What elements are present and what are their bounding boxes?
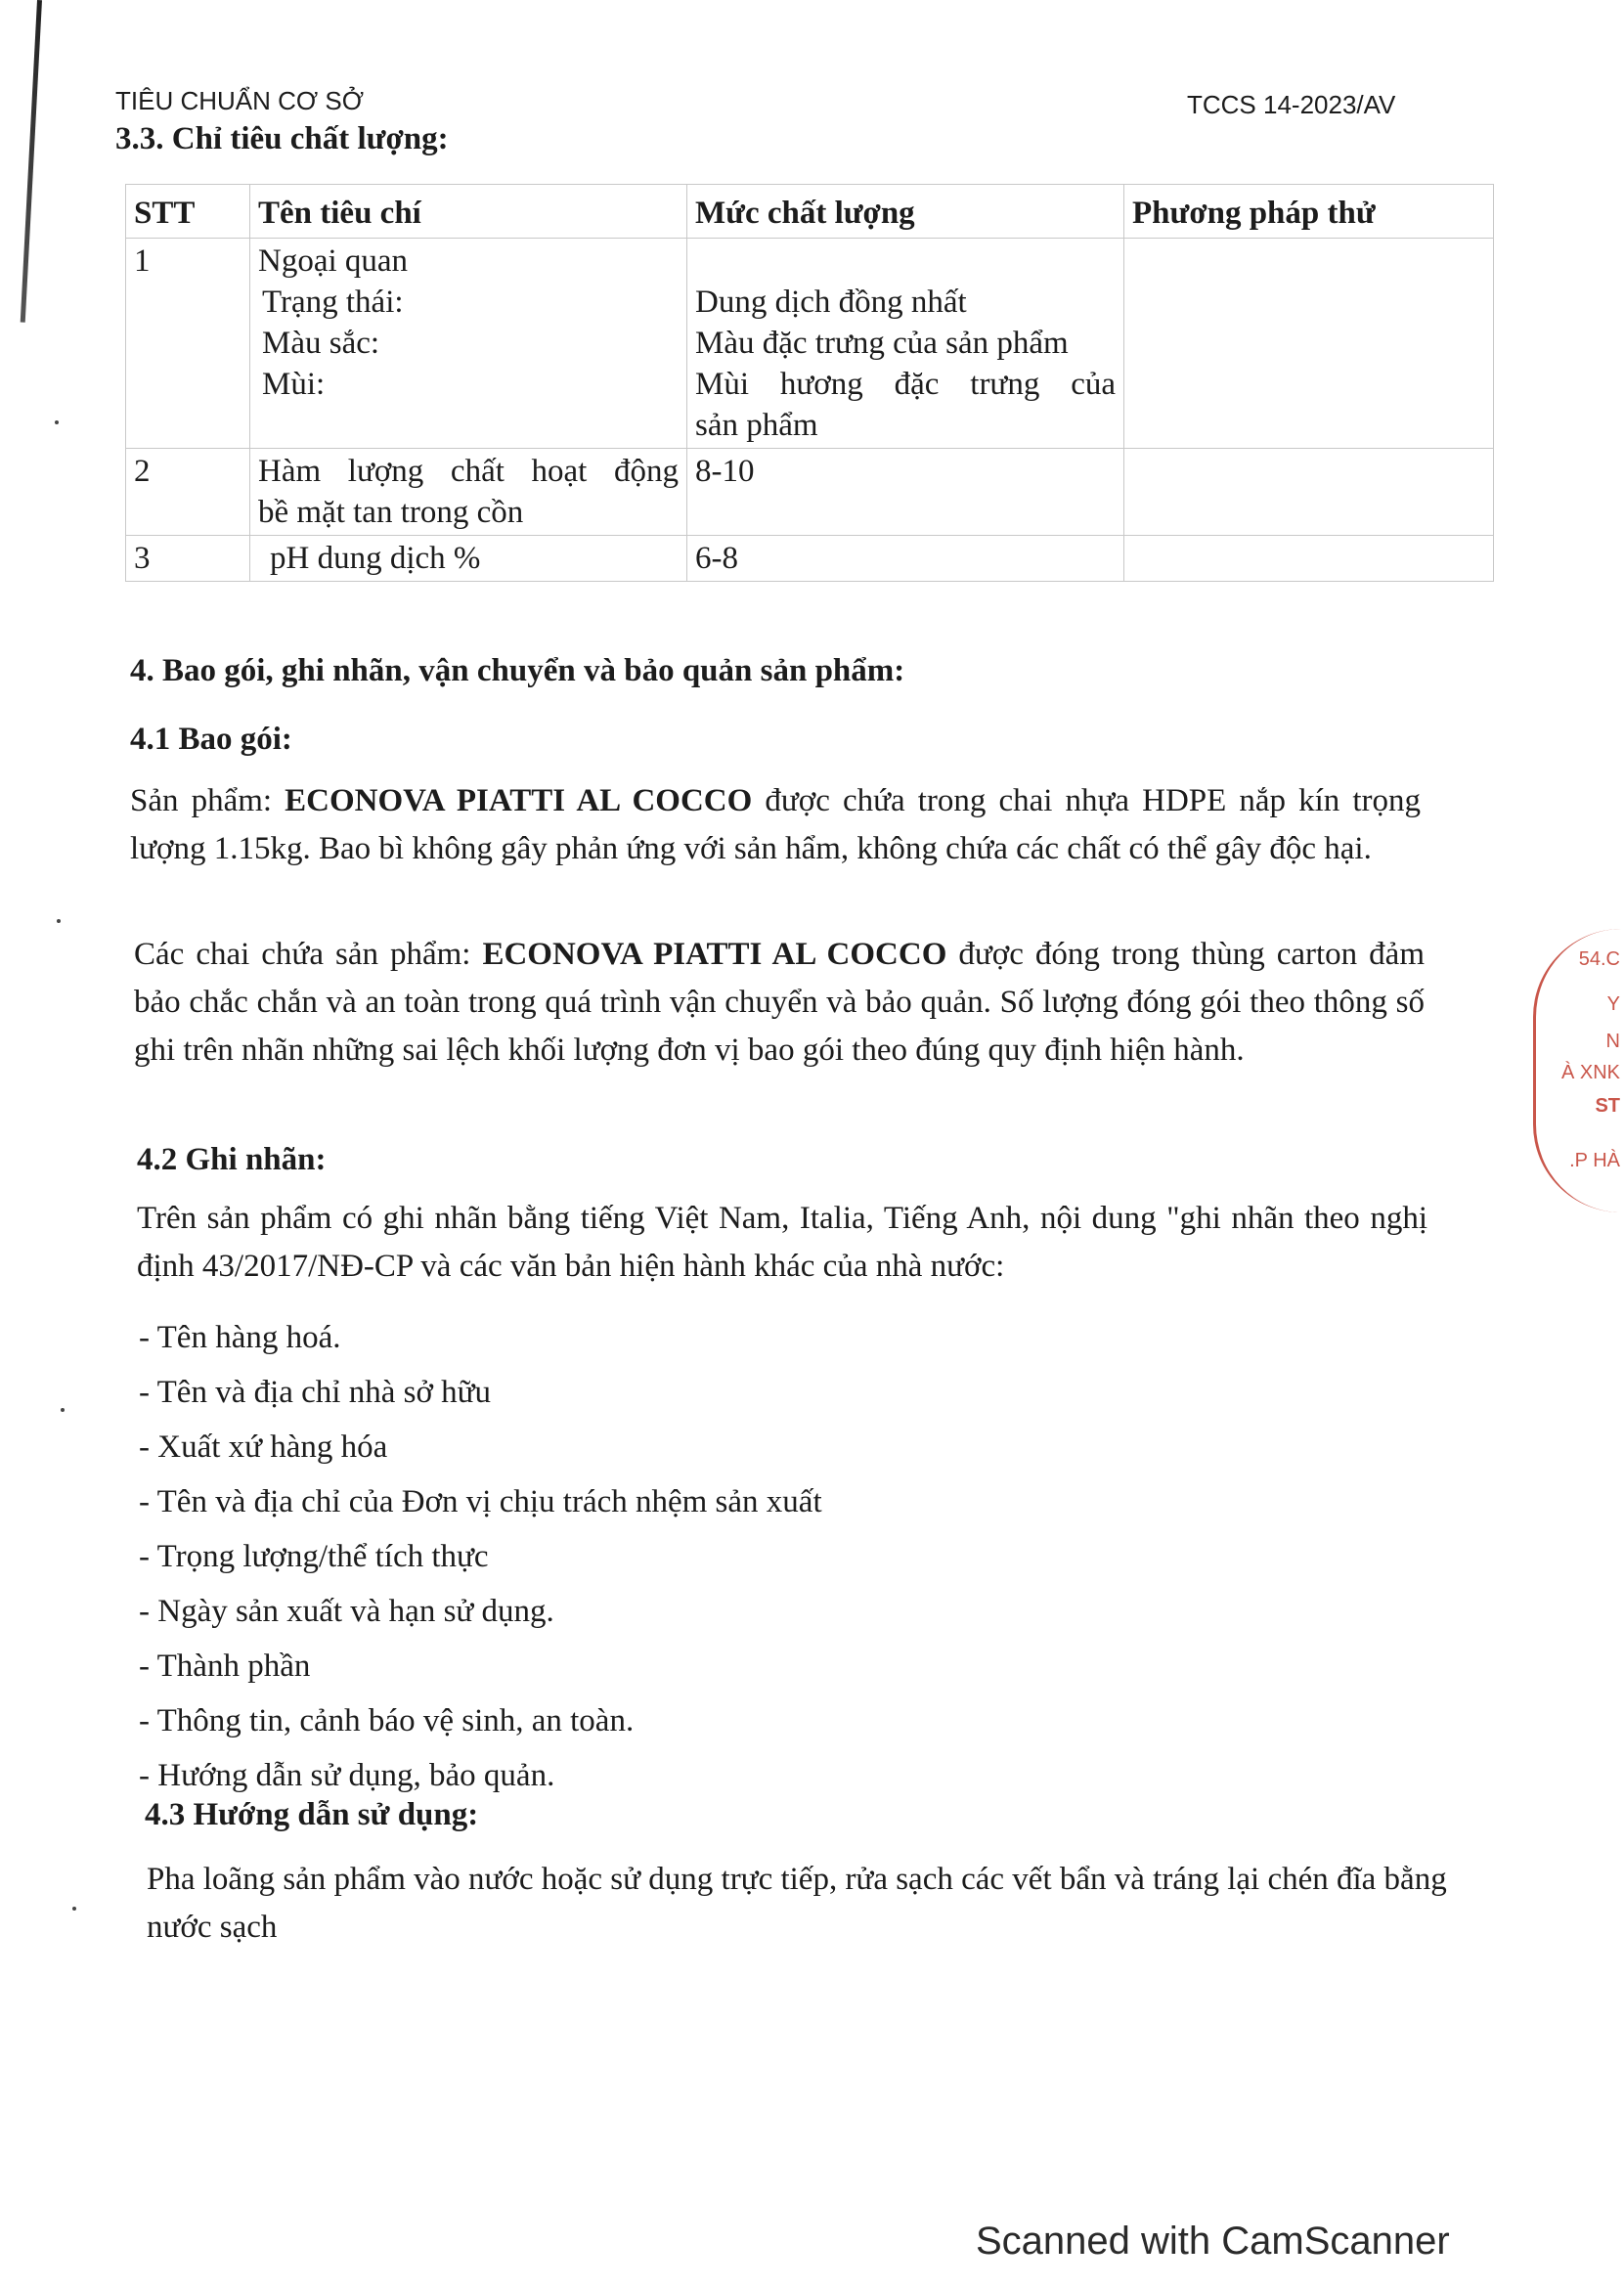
attr-value-odor-line2: sản phẩm (695, 408, 818, 443)
labeling-items-list (139, 1310, 822, 1803)
attr-value-odor-line1: Mùi hương đặc trưng của (695, 367, 1116, 402)
column-header-quality-level: Mức chất lượng (687, 185, 1124, 239)
header-standard-code: TCCS 14-2023/AV (1187, 90, 1396, 119)
list-item: - Thành phần (139, 1649, 311, 1684)
section-4-title: 4. Bao gói, ghi nhãn, vận chuyển và bảo quản sản phẩm: (130, 653, 905, 688)
stamp-text: .P HÀ (1569, 1150, 1620, 1171)
packaging-paragraph-1: Sản phẩm: ECONOVA PIATTI AL COCCO được chứa trong chai nhựa HDPE nắp kín trọng lượng 1.15kg. Bao bì không gây phản ứng với sản hẩm, không chứa các chất có thể gây độc hại. (130, 783, 1422, 866)
labeling-intro-paragraph: Trên sản phẩm có ghi nhãn bằng tiếng Việt Nam, Italia, Tiếng Anh, nội dung "ghi nhãn theo nghị định 43/2017/NĐ-CP và các văn bản hiện hành khác của nhà nước: (137, 1201, 1427, 1284)
table-row (126, 449, 1494, 536)
scan-speck (55, 420, 59, 424)
scan-edge-line (21, 0, 42, 323)
product-name: ECONOVA PIATTI AL COCCO (285, 783, 753, 818)
table-row (126, 536, 1494, 582)
table-row (126, 239, 1494, 449)
attr-label-color: Màu sắc: (262, 326, 380, 361)
red-seal-stamp (1533, 929, 1624, 1212)
list-item: - Tên hàng hoá. (139, 1320, 341, 1355)
list-item: - Thông tin, cảnh báo vệ sinh, an toàn. (139, 1703, 635, 1738)
column-header-criterion: Tên tiêu chí (250, 185, 687, 239)
stamp-text: 54.C (1578, 948, 1620, 970)
row-test-method (1124, 449, 1494, 536)
list-item: - Trọng lượng/thể tích thực (139, 1539, 489, 1574)
stamp-text: ST (1595, 1095, 1620, 1117)
usage-instructions-paragraph: Pha loãng sản phẩm vào nước hoặc sử dụng trực tiếp, rửa sạch các vết bẩn và tráng lại chén đĩa bằng nước sạch (147, 1862, 1447, 1945)
section-4-1-title: 4.1 Bao gói: (130, 722, 292, 757)
row-criterion (250, 536, 687, 582)
column-header-stt: STT (126, 185, 250, 239)
attr-value-color: Màu đặc trưng của sản phẩm (695, 326, 1069, 361)
row-quality-level: 6-8 (687, 536, 1124, 582)
row-quality-level (687, 239, 1124, 449)
row-test-method (1124, 536, 1494, 582)
list-item: - Ngày sản xuất và hạn sử dụng. (139, 1594, 554, 1629)
section-4-3-title: 4.3 Hướng dẫn sử dụng: (145, 1797, 479, 1832)
scan-speck (61, 1408, 65, 1412)
row-quality-level: 8-10 (687, 449, 1124, 536)
section-4-2-title: 4.2 Ghi nhãn: (137, 1142, 327, 1177)
column-header-test-method: Phương pháp thử (1124, 185, 1494, 239)
attr-label-state: Trạng thái: (262, 285, 404, 320)
attr-label-odor: Mùi: (262, 367, 326, 402)
attr-value-state: Dung dịch đồng nhất (695, 285, 967, 320)
stamp-text: Y (1606, 993, 1620, 1015)
list-item: - Tên và địa chỉ nhà sở hữu (139, 1375, 492, 1410)
row-test-method (1124, 239, 1494, 449)
criterion-name-line1: Hàm lượng chất hoạt động (258, 454, 679, 489)
section-3-3-title: 3.3. Chỉ tiêu chất lượng: (115, 121, 449, 156)
list-item: - Xuất xứ hàng hóa (139, 1429, 388, 1465)
product-name: ECONOVA PIATTI AL COCCO (482, 937, 947, 972)
row-stt: 3 (126, 536, 250, 582)
packaging-paragraph-2: Các chai chứa sản phẩm: ECONOVA PIATTI AL COCCO được đóng trong thùng carton đảm bảo chắc chắn và an toàn trong quá trình vận chuyển và bảo quản. Số lượng đóng gói theo thông số ghi trên nhãn những sai lệch khối lượng đơn vị bao gói theo đúng quy định hiện hành. (134, 937, 1425, 1068)
camscanner-watermark: Scanned with CamScanner (976, 2220, 1450, 2263)
stamp-text: N (1605, 1031, 1620, 1052)
row-criterion (250, 449, 687, 536)
header-standard-label: TIÊU CHUẨN CƠ SỞ (115, 86, 365, 115)
row-stt: 2 (126, 449, 250, 536)
scan-speck (57, 919, 61, 923)
scan-speck (72, 1907, 76, 1911)
row-stt: 1 (126, 239, 250, 449)
stamp-text: À XNK (1560, 1062, 1620, 1083)
row-criterion (250, 239, 687, 449)
list-item: - Hướng dẫn sử dụng, bảo quản. (139, 1758, 555, 1793)
list-item: - Tên và địa chỉ của Đơn vị chịu trách nhệm sản xuất (139, 1484, 822, 1519)
criterion-name: Ngoại quan (258, 243, 409, 279)
criterion-name: pH dung dịch % (270, 541, 481, 576)
criterion-name-line2: bề mặt tan trong cồn (258, 495, 524, 530)
table-header-row (126, 185, 1494, 239)
quality-criteria-table (125, 184, 1494, 582)
